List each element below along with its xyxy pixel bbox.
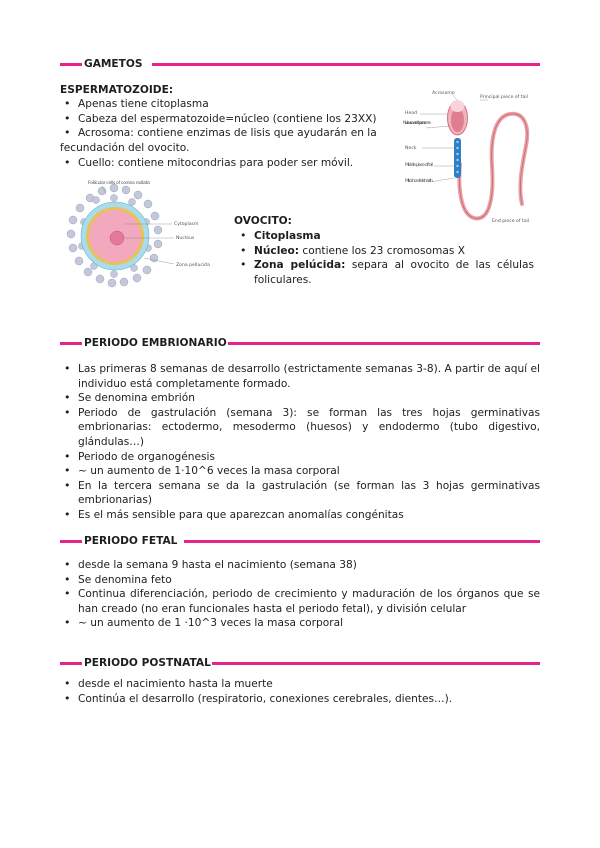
section-title: PERIODO FETAL (84, 534, 181, 548)
section-header-gametos (60, 57, 540, 71)
list-item: • Periodo de organogénesis (60, 450, 540, 465)
espermatozoide-list-cont (60, 156, 380, 171)
list-item: • Cabeza del espermatozoide=núcleo (contiene los 23XX) (60, 112, 380, 127)
list-item: • Continúa el desarrollo (respiratorio, conexiones cerebrales, dientes…). (60, 692, 540, 707)
label-oocyte-nucleus: Nucleus (176, 236, 195, 241)
section-header-embrionario (60, 336, 540, 350)
list-item (236, 258, 534, 287)
list-item-wrap: fecundación del ovocito. (60, 142, 190, 154)
header-lead-line (60, 342, 82, 345)
fetal-list (60, 558, 540, 631)
list-item: • ~ un aumento de 1 ·10^3 veces la masa corporal (60, 616, 540, 631)
label-nucleus: Nucleus covered by acrosome (403, 121, 431, 126)
list-item: • Continua diferenciación, periodo de crecimiento y maduración de los órganos que se han creado (no eran funcionales hasta el periodo fetal), y división celular (60, 587, 540, 616)
list-item: • Apenas tiene citoplasma (60, 97, 380, 112)
list-item: • Se denomina embrión (60, 391, 540, 406)
label-corona-radiata: Follicular cells of corona radiata (88, 181, 150, 186)
header-rule (228, 342, 540, 345)
label-end-piece: End piece of tail (492, 219, 530, 224)
list-item: • Es el más sensible para que aparezcan anomalías congénitas (60, 508, 540, 523)
label-middle-piece: Middle piece of tail (405, 163, 433, 168)
label-principal-piece: Principal piece of tail (480, 95, 528, 100)
header-rule (152, 63, 540, 66)
label-head: Head (405, 111, 418, 116)
ovocito-list (236, 229, 534, 287)
list-item: • Se denomina feto (60, 573, 540, 588)
list-item: • Cuello: contiene mitocondrias para poder ser móvil. (60, 156, 380, 171)
list-item (236, 229, 534, 244)
espermatozoide-list (60, 97, 380, 141)
list-item: • En la tercera semana se da la gastrulación (se forman las 3 hojas germinativas embrionarias) (60, 479, 540, 508)
list-item: • Periodo de gastrulación (semana 3): se forman las tres hojas germinativas embrionarias: ectodermo, mesodermo (huesos) y endodermo (tubo digestivo, glándulas…) (60, 406, 540, 450)
list-item: • desde el nacimiento hasta la muerte (60, 677, 540, 692)
espermatozoide-title: ESPERMATOZOIDE: (60, 84, 174, 96)
header-rule (212, 662, 540, 665)
nucleus (110, 231, 124, 245)
label-neck: Neck (405, 146, 417, 151)
sperm-tail (459, 114, 527, 219)
section-title: PERIODO POSTNATAL (84, 656, 215, 670)
section-title: PERIODO EMBRIONARIO (84, 336, 231, 350)
ovocito-text: separa al ovocito de las células foliculares. (254, 259, 534, 286)
ovocito-term: Zona pelúcida: (254, 259, 346, 272)
header-lead-line (60, 662, 82, 665)
section-header-postnatal (60, 656, 540, 670)
header-lead-line (60, 540, 82, 543)
embrionario-list (60, 362, 540, 523)
oocyte-diagram (62, 178, 222, 296)
list-item: • ~ un aumento de 1·10^6 veces la masa corporal (60, 464, 540, 479)
section-header-fetal (60, 534, 540, 548)
label-zona-pellucida: Zona pellucida (176, 263, 210, 268)
header-lead-line (60, 63, 82, 66)
postnatal-list (60, 677, 540, 706)
sperm-diagram (400, 86, 545, 231)
list-item: • Las primeras 8 semanas de desarrollo (estrictamente semanas 3-8). A partir de aquí el individuo está completamente formado. (60, 362, 540, 391)
header-rule (184, 540, 540, 543)
list-item: • Acrosoma: contiene enzimas de lisis que ayudarán en la (60, 126, 380, 141)
list-item: • desde la semana 9 hasta el nacimiento (semana 38) (60, 558, 540, 573)
label-cytoplasm: Cytoplasm (174, 222, 199, 227)
ovocito-text: contiene los 23 cromosomas X (299, 244, 465, 257)
ovocito-term: Núcleo: (254, 244, 300, 257)
section-title: GAMETOS (84, 57, 147, 71)
ovocito-title: OVOCITO: (234, 215, 292, 227)
label-acrosome: Acrosome (432, 91, 455, 96)
label-mito-sheath: Mitochondrial sheath (405, 179, 433, 184)
list-item (236, 244, 534, 259)
ovocito-term: Citoplasma (254, 230, 321, 242)
